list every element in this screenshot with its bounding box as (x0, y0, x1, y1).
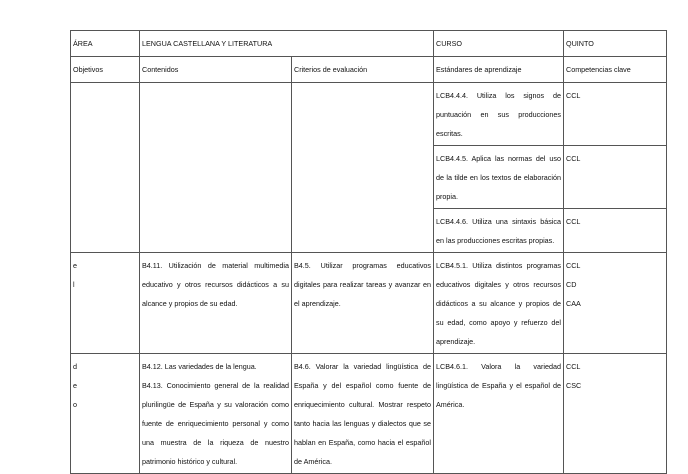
competencias-cell: CCL (564, 209, 667, 253)
competencias-cell: CCL (564, 146, 667, 209)
objetivos-cell (71, 253, 140, 354)
criterios-cell (292, 83, 434, 253)
estandar-cell: LCB4.4.6. Utiliza una sintaxis básica en las producciones escritas propias. (434, 209, 564, 253)
competencia-item: CCL (566, 362, 581, 371)
contenidos-cell: B4.11. Utilización de material multimedia educativo y otros recursos didácticos a su alcance y propios de su edad. (140, 253, 292, 354)
competencia-item: CAA (566, 299, 581, 308)
col-estandares: Estándares de aprendizaje (434, 57, 564, 83)
col-contenidos: Contenidos (140, 57, 292, 83)
curso-label: CURSO (434, 31, 564, 57)
area-value: LENGUA CASTELLANA Y LITERATURA (140, 31, 434, 57)
contenido-item: B4.12. Las variedades de la lengua. (142, 362, 257, 371)
competencias-cell (564, 354, 667, 474)
table-row (71, 83, 667, 146)
contenido-item: B4.13. Conocimiento general de la realidad plurilingüe de España y su valoración como fuente de enriquecimiento personal y como una muestra de la riqueza de nuestro patrimonio histórico y cultural. (142, 381, 289, 466)
objetivo-item: d (73, 362, 77, 371)
curriculum-table (70, 30, 667, 474)
header-row (71, 31, 667, 57)
objetivo-item: e (73, 381, 77, 390)
column-header-row (71, 57, 667, 83)
competencia-item: CCL (566, 261, 581, 270)
estandar-cell: LCB4.4.4. Utiliza los signos de puntuación en sus producciones escritas. (434, 83, 564, 146)
competencia-item: CSC (566, 381, 582, 390)
area-label: ÁREA (71, 31, 140, 57)
estandar-cell: LCB4.5.1. Utiliza distintos programas educativos digitales y otros recursos didácticos a su alcance y propios de su edad, como apoyo y refuerzo del aprendizaje. (434, 253, 564, 354)
col-criterios: Criterios de evaluación (292, 57, 434, 83)
curso-value: QUINTO (564, 31, 667, 57)
objetivo-item: l (73, 280, 75, 289)
competencias-cell: CCL (564, 83, 667, 146)
criterios-cell: B4.6. Valorar la variedad lingüística de España y del español como fuente de enriquecimiento cultural. Mostrar respeto tanto hacia las lenguas y dialectos que se hablan en España, como hacia el español de América. (292, 354, 434, 474)
competencia-item: CD (566, 280, 577, 289)
estandar-cell: LCB4.4.5. Aplica las normas del uso de la tilde en los textos de elaboración propia. (434, 146, 564, 209)
col-competencias: Competencias clave (564, 57, 667, 83)
competencias-cell (564, 253, 667, 354)
col-objetivos: Objetivos (71, 57, 140, 83)
table-row (71, 253, 667, 354)
table-row (71, 354, 667, 474)
criterios-cell: B4.5. Utilizar programas educativos digitales para realizar tareas y avanzar en el aprendizaje. (292, 253, 434, 354)
objetivos-cell (71, 354, 140, 474)
objetivo-item: e (73, 261, 77, 270)
objetivo-item: o (73, 400, 77, 409)
estandar-cell: LCB4.6.1. Valora la variedad lingüística de España y el español de América. (434, 354, 564, 474)
objetivos-cell (71, 83, 140, 253)
contenidos-cell (140, 354, 292, 474)
contenidos-cell (140, 83, 292, 253)
